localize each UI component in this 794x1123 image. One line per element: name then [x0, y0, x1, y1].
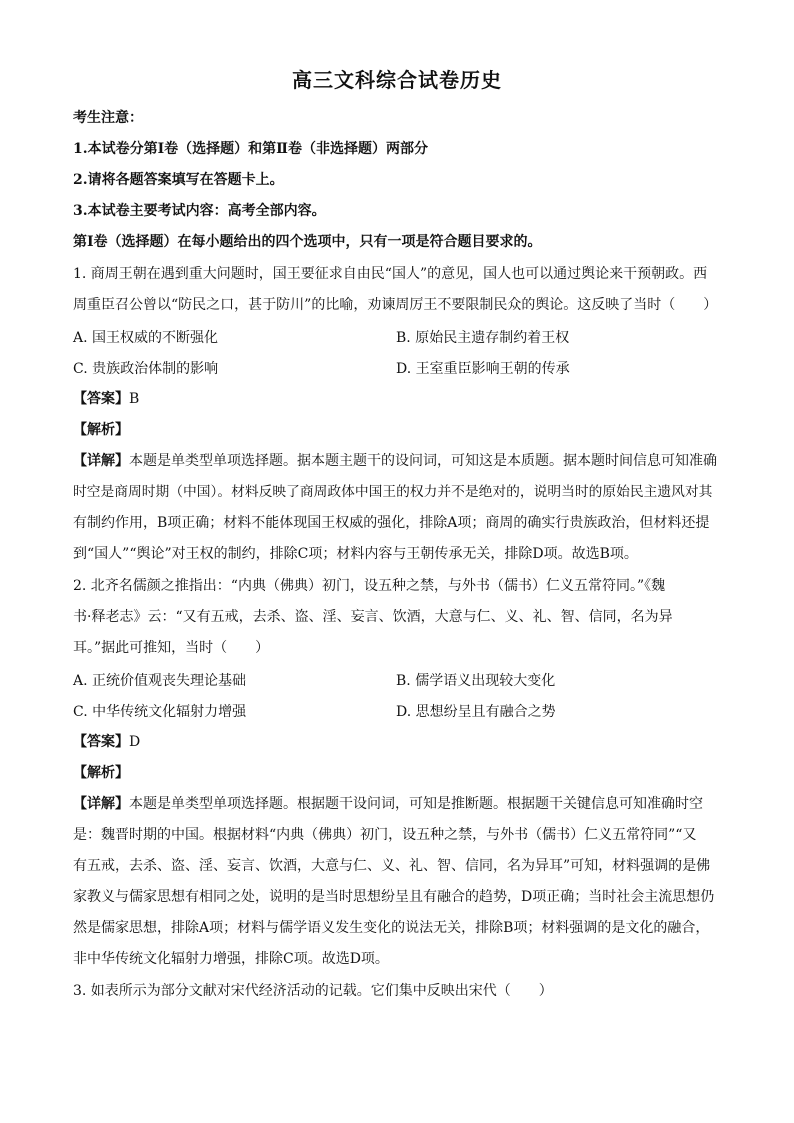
page-title: 高三文科综合试卷历史: [292, 68, 502, 92]
q2-detail-line-4: 家教义与儒家思想有相同之处，说明的是当时思想纷呈且有融合的趋势，D项正确；当时社会主流思想仍: [73, 889, 715, 905]
section-heading: 第Ⅰ卷（选择题）在每小题给出的四个选项中，只有一项是符合题目要求的。: [73, 234, 542, 250]
q1-option-c: C. 贵族政治体制的影响: [73, 361, 219, 377]
q1-stem-line-1: 1. 商周王朝在遇到重大问题时，国王要征求自由民“国人”的意见，国人也可以通过舆论来干预朝政。西: [73, 266, 708, 282]
q2-option-a: A. 正统价值观丧失理论基础: [73, 673, 247, 689]
q1-answer-label: 【答案】: [73, 391, 129, 407]
q1-option-a: A. 国王权威的不断强化: [73, 330, 219, 346]
q1-option-b: B. 原始民主遗存制约着王权: [396, 330, 570, 346]
q1-answer-value: B: [129, 391, 140, 407]
q1-analysis-label: 【解析】: [73, 422, 129, 438]
q2-detail-line-6: 非中华传统文化辐射力增强，排除C项。故选D项。: [73, 951, 389, 967]
notice-item-3: 3.本试卷主要考试内容：高考全部内容。: [73, 203, 326, 219]
q1-detail-line-2: 时空是商周时期（中国）。材料反映了商周政体中国王的权力并不是绝对的，说明当时的原始民主遗风对其: [73, 484, 713, 500]
q3-stem: 3. 如表所示为部分文献对宋代经济活动的记载。它们集中反映出宋代（ ）: [73, 983, 553, 999]
q1-answer: [73, 389, 723, 409]
q1-detail-line-3: 有制约作用，B项正确；材料不能体现国王权威的强化，排除A项；商周的确实行贵族政治，但材料还提: [73, 515, 710, 531]
notice-heading: 考生注意：: [73, 110, 143, 126]
q2-stem-line-3: 耳。”据此可推知，当时（ ）: [73, 640, 270, 656]
q1-detail-line-1: 【详解】本题是单类型单项选择题。据本题主题干的设问词，可知这是本质题。据本题时间信息可知准确: [73, 453, 717, 469]
q2-stem-line-1: 2. 北齐名儒颜之推指出：“内典（佛典）初门，设五种之禁，与外书（儒书）仁义五常符同。”《魏: [73, 578, 666, 594]
q2-answer-value: D: [129, 734, 141, 750]
q1-detail-label: 【详解】: [73, 453, 129, 469]
q2-detail-label: 【详解】: [73, 796, 129, 812]
q1-stem-line-2: 周重臣召公曾以“防民之口，甚于防川”的比喻，劝谏周厉王不要限制民众的舆论。这反映了当时（ ）: [73, 297, 718, 313]
q2-analysis-label: 【解析】: [73, 765, 129, 781]
q2-option-c: C. 中华传统文化辐射力增强: [73, 704, 247, 720]
q2-detail-line-3: 有五戒，去杀、盗、淫、妄言、饮酒，大意与仁、义、礼、智、信同，名为异耳”可知，材料强调的是佛: [73, 858, 711, 874]
q2-answer: [73, 732, 723, 752]
q2-detail-line-2: 是：魏晋时期的中国。根据材料“内典（佛典）初门，设五种之禁，与外书（儒书）仁义五常符同”“又: [73, 827, 697, 843]
q2-option-b: B. 儒学语义出现较大变化: [396, 673, 556, 689]
q2-answer-label: 【答案】: [73, 734, 129, 750]
q2-detail-line-5: 然是儒家思想，排除A项；材料与儒学语义发生变化的说法无关，排除B项；材料强调的是文化的融合，: [73, 920, 710, 936]
q1-option-d: D. 王室重臣影响王朝的传承: [396, 361, 570, 377]
notice-item-2: 2.请将各题答案填写在答题卡上。: [73, 172, 284, 188]
q2-option-d: D. 思想纷呈且有融合之势: [396, 704, 556, 720]
q2-stem-line-2: 书·释老志》云：“又有五戒，去杀、盗、淫、妄言、饮酒，大意与仁、义、礼、智、信同，名为异: [73, 609, 673, 625]
q1-detail-line-4: 到“国人”“舆论”对王权的制约，排除C项；材料内容与王朝传承无关，排除D项。故选B项。: [73, 546, 638, 562]
q2-detail-line-1: 【详解】本题是单类型单项选择题。根据题干设问词，可知是推断题。根据题干关键信息可知准确时空: [73, 796, 703, 812]
notice-item-1: 1.本试卷分第Ⅰ卷（选择题）和第Ⅱ卷（非选择题）两部分: [73, 141, 428, 157]
